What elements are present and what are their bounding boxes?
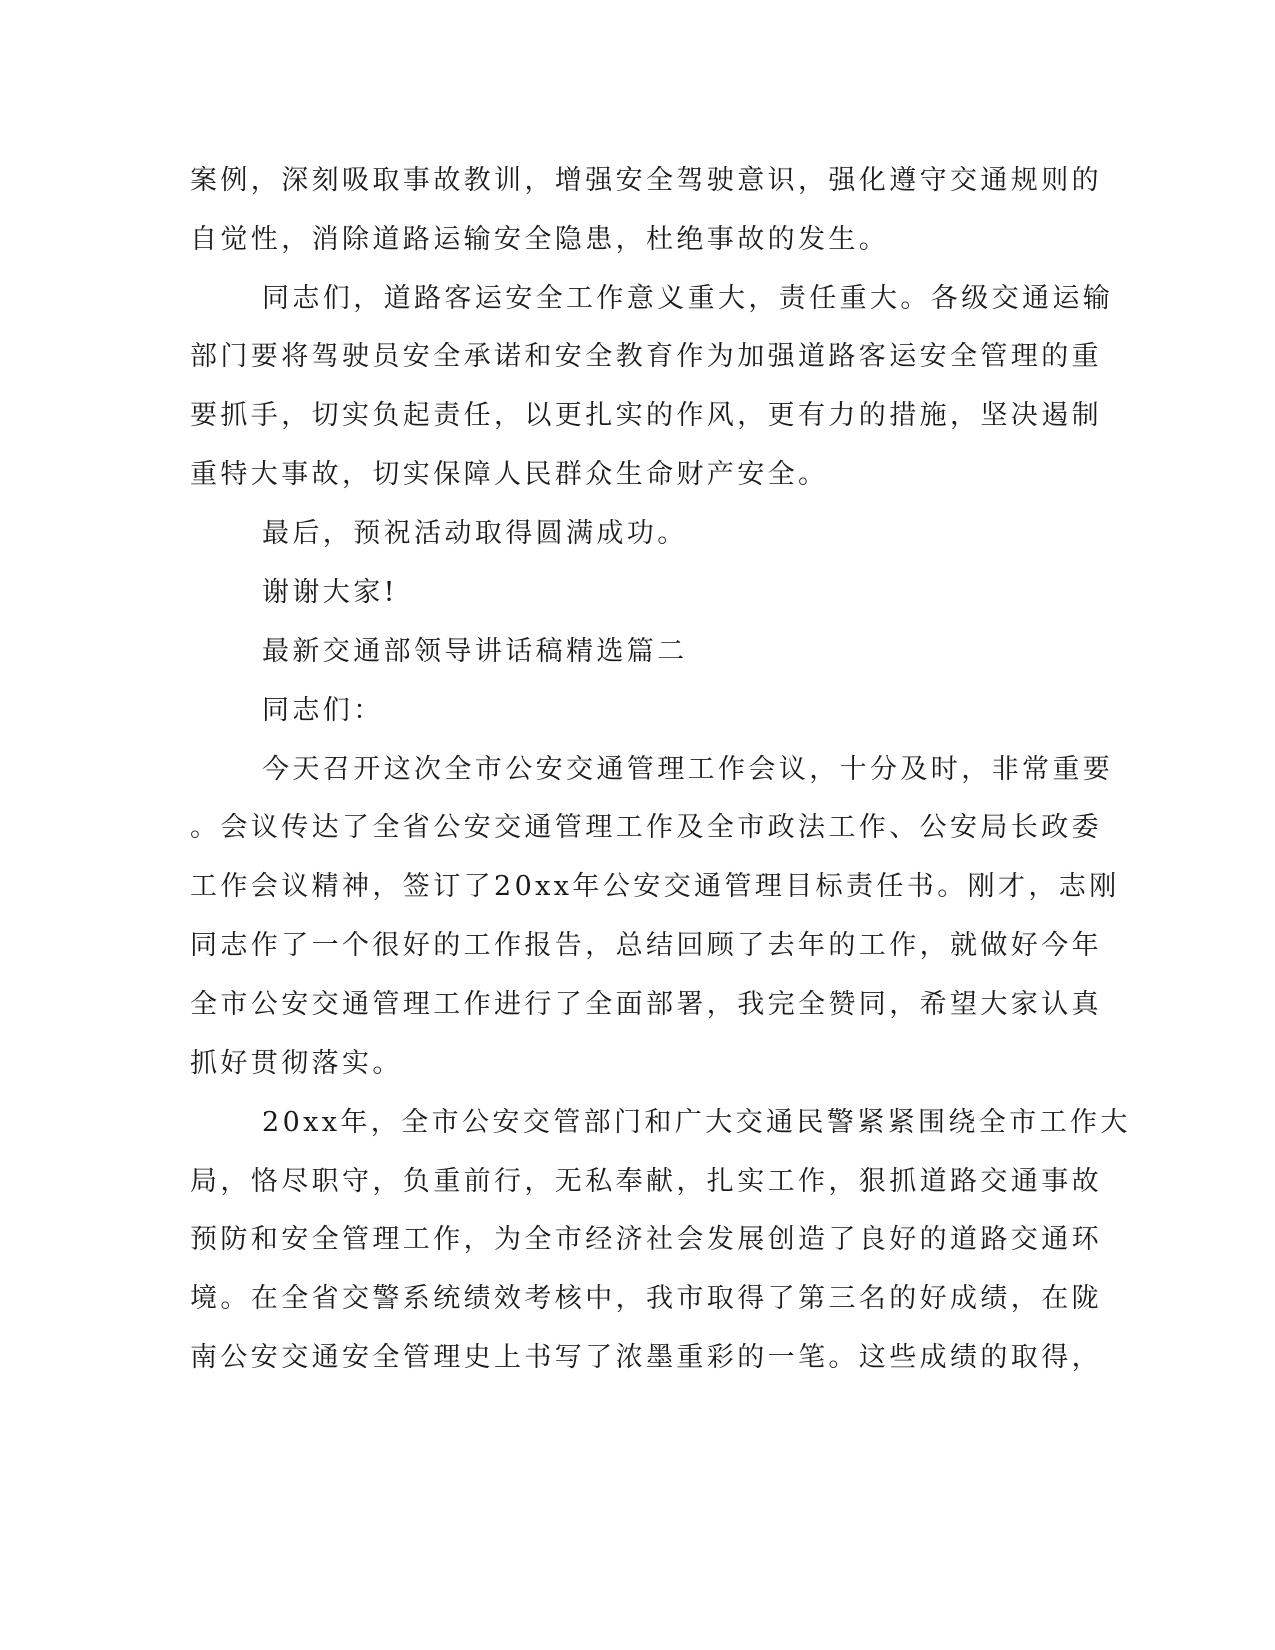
text-line: 今天召开这次全市公安交通管理工作会议，十分及时，非常重要 [262, 754, 1114, 785]
text-line: 同志们，道路客运安全工作意义重大，责任重大。各级交通运输 [262, 283, 1114, 314]
text-line: 部门要将驾驶员安全承诺和安全教育作为加强道路客运安全管理的重 [190, 341, 1102, 372]
text-line: 重特大事故，切实保障人民群众生命财产安全。 [190, 459, 829, 490]
text-line: 预防和安全管理工作，为全市经济社会发展创造了良好的道路交通环 [190, 1224, 1102, 1255]
text-line: 南公安交通安全管理史上书写了浓墨重彩的一笔。这些成绩的取得， [190, 1342, 1102, 1373]
text-line: 谢谢大家! [262, 577, 398, 608]
text-line: 案例，深刻吸取事故教训，增强安全驾驶意识，强化遵守交通规则的 [190, 165, 1102, 196]
text-line: 要抓手，切实负起责任，以更扎实的作风，更有力的措施，坚决遏制 [190, 400, 1102, 431]
text-line: 局，恪尽职守，负重前行，无私奉献，扎实工作，狠抓道路交通事故 [190, 1166, 1102, 1197]
section-heading: 最新交通部领导讲话稿精选篇二 [262, 636, 688, 667]
text-line: 工作会议精神，签订了20xx年公安交通管理目标责任书。刚才，志刚 [190, 871, 1120, 902]
text-line: 自觉性，消除道路运输安全隐患，杜绝事故的发生。 [190, 224, 890, 255]
text-line: 境。在全省交警系统绩效考核中，我市取得了第三名的好成绩，在陇 [190, 1283, 1102, 1314]
text-line: 全市公安交通管理工作进行了全面部署，我完全赞同，希望大家认真 [190, 989, 1102, 1020]
text-line: 20xx年，全市公安交管部门和广大交通民警紧紧围绕全市工作大 [262, 1107, 1131, 1138]
text-line: 。会议传达了全省公安交通管理工作及全市政法工作、公安局长政委 [190, 812, 1102, 843]
text-line: 同志们： [262, 695, 384, 726]
text-line: 同志作了一个很好的工作报告，总结回顾了去年的工作，就做好今年 [190, 930, 1102, 961]
text-line: 最后，预祝活动取得圆满成功。 [262, 518, 688, 549]
text-line: 抓好贯彻落实。 [190, 1048, 403, 1079]
